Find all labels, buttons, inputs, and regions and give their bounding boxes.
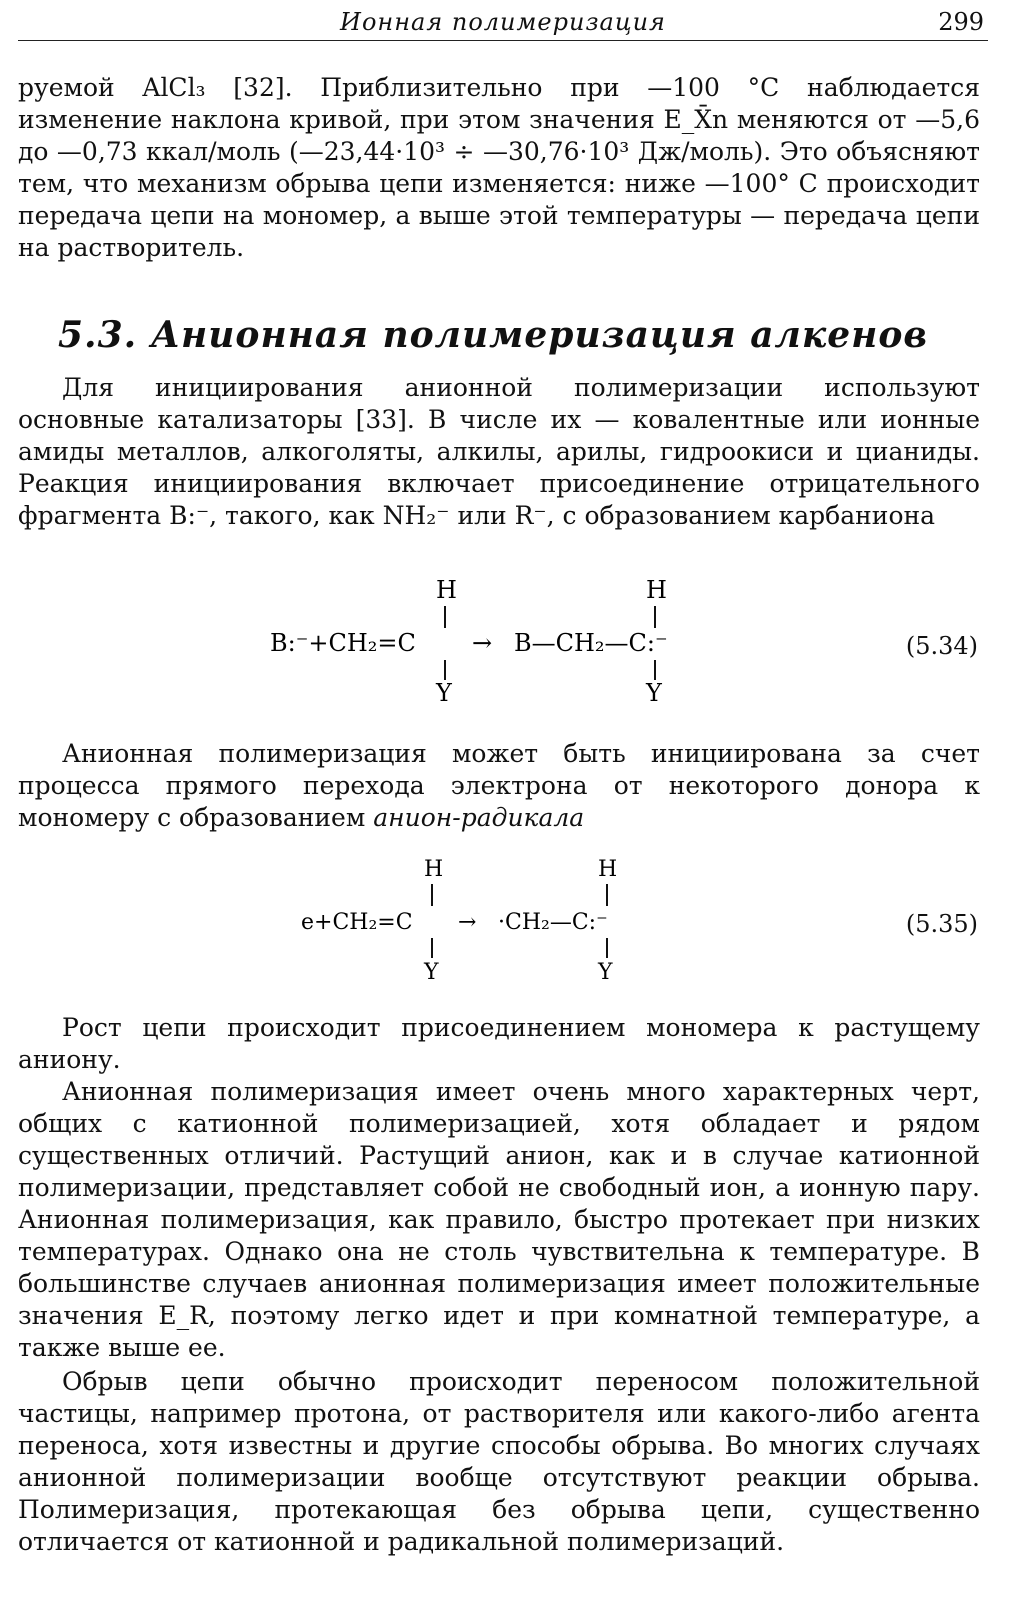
emphasis-anion-radical: анион-радикала [373, 803, 585, 832]
paragraph-termination: Обрыв цепи обычно происходит переносом положительной частицы, например протона, от растворителя или какого-либо агента переноса, хотя известны и другие способы обрыва. Во многих случаях анионной полимеризации вообще отсутствуют реакции обрыва. Полимеризация, протекающая без обрыва цепи, существенно отличается от катионной и радикальной полимеризаций. [18, 1367, 980, 1556]
eq534-h-right: H [646, 576, 667, 604]
equation-5-35-formula [18, 852, 918, 982]
eq535-y-left: Y [424, 960, 439, 982]
eq534-lhs: B:⁻+CH₂=C [270, 629, 416, 657]
page-number: 299 [938, 8, 984, 36]
running-title: Ионная полимеризация [340, 8, 666, 36]
paragraph-electron-transfer [18, 738, 980, 834]
paragraph-features: Анионная полимеризация имеет очень много характерных черт, общих с катионной полимеризацией, хотя обладает и рядом существенных отличий. Растущий анион, как и в случае катионной полимеризации, представляет собой не свободный ион, а ионную пару. Анионная полимеризация, как правило, быстро протекает при низких температурах. Однако она не столь чувствительна к температуре. В большинстве случаев анионная полимеризация имеет положительные значения E_R, поэтому легко идет и при комнатной температуре, а также выше ее. [18, 1077, 980, 1362]
eq535-y-right: Y [598, 960, 613, 982]
eq535-lhs: e+CH₂=C [301, 910, 413, 935]
equation-5-34-formula [18, 574, 918, 704]
eq535-arrow: → [458, 910, 477, 935]
paragraph-electron-transfer-text: Анионная полимеризация может быть инициирована за счет процесса прямого перехода электрона от некоторого донора к мономеру с образованием [18, 739, 980, 832]
paragraph-continuation: руемой AlCl₃ [32]. Приблизительно при —100 °С наблюдается изменение наклона кривой, при этом значения E_X̄n меняются от —5,6 до —0,73 ккал/моль (—23,44·10³ ÷ —30,76·10³ Дж/моль). Это объясняют тем, что механизм обрыва цепи изменяется: ниже —100° С происходит передача цепи на мономер, а выше этой температуры — передача цепи на растворитель. [18, 73, 980, 262]
equation-number-5-34: (5.34) [905, 632, 978, 660]
equation-5-35 [18, 852, 988, 982]
eq534-h-left: H [436, 576, 457, 604]
equation-5-34 [18, 574, 988, 704]
eq535-rhs: ·CH₂—C:⁻ [498, 910, 608, 935]
eq535-h-left: H [424, 857, 444, 882]
paragraph-initiation: Для инициирования анионной полимеризации используют основные катализаторы [33]. В числе их — ковалентные или ионные амиды металлов, алкоголяты, алкилы, арилы, гидроокиси и цианиды. Реакция инициирования включает присоединение отрицательного фрагмента B:⁻, такого, как NH₂⁻ или R⁻, с образованием карбаниона [18, 373, 980, 530]
eq535-h-right: H [598, 857, 618, 882]
eq534-arrow: → [472, 629, 493, 657]
paragraph-chain-growth: Рост цепи происходит присоединением мономера к растущему аниону. [18, 1013, 980, 1074]
eq534-y-left: Y [436, 679, 452, 704]
section-title: 5.3. Анионная полимеризация алкенов [58, 314, 929, 356]
eq534-y-right: Y [646, 679, 662, 704]
equation-number-5-35: (5.35) [905, 910, 978, 938]
eq534-rhs: B—CH₂—C:⁻ [514, 629, 668, 657]
page-header [18, 6, 988, 41]
